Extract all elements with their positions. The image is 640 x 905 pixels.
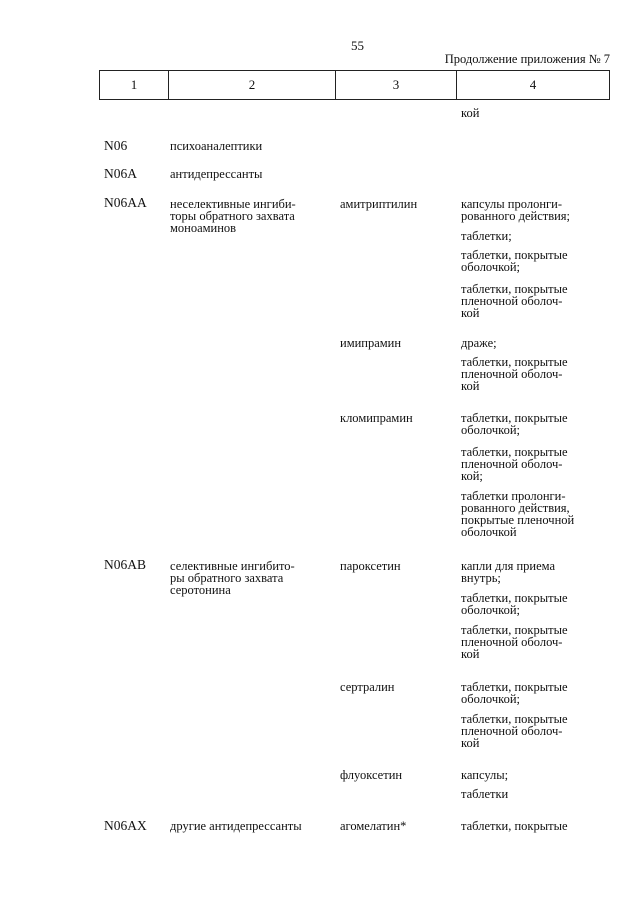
column-header-4: 4 [457,71,610,100]
column-header-1: 1 [100,71,169,100]
atc-name-n06: психоаналептики [170,139,263,153]
dosage-form: таблетки; [461,229,512,243]
drug-name-sertraline: сертралин [340,680,395,694]
dosage-form: таблетки, покрытые оболочкой; [461,591,568,617]
atc-name-n06aa: неселективные ингиби- торы обратного захвата моноаминов [170,197,296,235]
drug-name-imipramine: имипрамин [340,336,402,350]
dosage-form: таблетки, покрытые пленочной оболоч- кой [461,712,568,750]
drug-name-fluoxetine: флуоксетин [340,768,403,782]
dosage-form: таблетки, покрытые оболочкой; [461,680,568,706]
column-header-table [99,70,610,100]
drug-name-agomelatine: агомелатин* [340,819,407,833]
dosage-form: таблетки, покрытые пленочной оболоч- кой; [461,445,568,483]
column-header-2: 2 [169,71,336,100]
dosage-form: таблетки пролонги- рованного действия, покрытые пленочной оболочкой [461,489,575,539]
carryover-text: кой [461,106,480,120]
dosage-form: таблетки, покрытые оболочкой; [461,248,568,274]
dosage-form: капсулы пролонги- рованного действия; [461,197,571,223]
column-header-3: 3 [336,71,457,100]
page-number: 55 [351,38,364,53]
atc-code-n06ax: N06AX [104,818,147,833]
atc-code-n06a: N06A [104,166,137,181]
atc-name-n06a: антидепрессанты [170,167,263,181]
dosage-form: таблетки [461,787,509,801]
continuation-label: Продолжение приложения № 7 [444,52,610,66]
drug-name-clomipramine: кломипрамин [340,411,413,425]
dosage-form: капли для приема внутрь; [461,559,556,585]
dosage-form: таблетки, покрытые пленочной оболоч- кой [461,282,568,320]
drug-name-amitriptyline: амитриптилин [340,197,418,211]
atc-code-n06ab: N06AB [104,557,147,572]
atc-code-n06: N06 [104,138,128,153]
dosage-form: таблетки, покрытые [461,819,568,833]
dosage-form: драже; [461,336,497,350]
dosage-form: капсулы; [461,768,509,782]
atc-code-n06aa: N06AA [104,195,147,210]
dosage-form: таблетки, покрытые оболочкой; [461,411,568,437]
dosage-form: таблетки, покрытые пленочной оболоч- кой [461,355,568,393]
dosage-form: таблетки, покрытые пленочной оболоч- кой [461,623,568,661]
atc-name-n06ab: селективные ингибито- ры обратного захвата серотонина [170,559,295,597]
atc-name-n06ax: другие антидепрессанты [170,819,302,833]
drug-name-paroxetine: пароксетин [340,559,401,573]
